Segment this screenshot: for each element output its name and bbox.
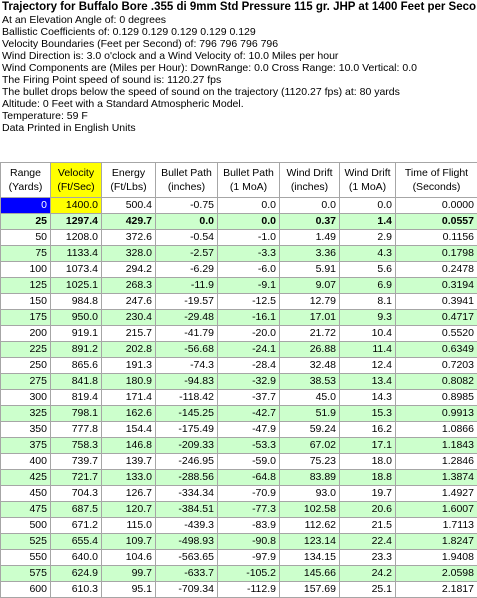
table-cell[interactable]: 0.0: [156, 214, 218, 230]
table-cell[interactable]: 21.72: [280, 326, 340, 342]
info-line: Altitude: 0 Feet with a Standard Atmospheric Model.: [2, 98, 477, 110]
table-cell[interactable]: -334.34: [156, 486, 218, 502]
table-cell[interactable]: 0.8082: [396, 374, 477, 390]
table-cell[interactable]: -6.0: [218, 262, 280, 278]
table-cell[interactable]: -1.0: [218, 230, 280, 246]
table-cell[interactable]: 372.6: [102, 230, 156, 246]
table-cell[interactable]: 12.79: [280, 294, 340, 310]
table-cell[interactable]: 300: [1, 390, 51, 406]
table-cell[interactable]: 102.58: [280, 502, 340, 518]
column-header-title: Bullet Path: [223, 167, 274, 179]
table-cell[interactable]: 600: [1, 582, 51, 598]
table-cell[interactable]: 984.8: [51, 294, 102, 310]
table-cell[interactable]: -16.1: [218, 310, 280, 326]
table-cell[interactable]: -209.33: [156, 438, 218, 454]
table-cell[interactable]: 25: [1, 214, 51, 230]
table-cell[interactable]: 0.0: [280, 198, 340, 214]
table-cell[interactable]: 500.4: [102, 198, 156, 214]
table-cell[interactable]: 1073.4: [51, 262, 102, 278]
column-header-unit: (1 MoA): [230, 181, 267, 193]
table-cell[interactable]: 16.2: [340, 422, 396, 438]
table-cell[interactable]: 1.9408: [396, 550, 477, 566]
table-cell[interactable]: -64.8: [218, 470, 280, 486]
table-cell[interactable]: -94.83: [156, 374, 218, 390]
table-cell[interactable]: 22.4: [340, 534, 396, 550]
table-cell[interactable]: 655.4: [51, 534, 102, 550]
table-cell[interactable]: 325: [1, 406, 51, 422]
table-cell[interactable]: 125: [1, 278, 51, 294]
table-cell[interactable]: 1.3874: [396, 470, 477, 486]
table-row[interactable]: [1, 198, 477, 214]
table-cell[interactable]: 191.3: [102, 358, 156, 374]
table-cell[interactable]: 230.4: [102, 310, 156, 326]
table-row[interactable]: [1, 310, 477, 326]
table-cell[interactable]: 146.8: [102, 438, 156, 454]
column-header-unit: (Ft/Lbs): [110, 181, 146, 193]
table-cell[interactable]: 3.36: [280, 246, 340, 262]
table-row[interactable]: [1, 374, 477, 390]
table-cell[interactable]: 115.0: [102, 518, 156, 534]
table-cell[interactable]: 157.69: [280, 582, 340, 598]
table-cell[interactable]: -32.9: [218, 374, 280, 390]
table-cell[interactable]: -118.42: [156, 390, 218, 406]
table-cell[interactable]: 704.3: [51, 486, 102, 502]
table-cell[interactable]: -633.7: [156, 566, 218, 582]
info-block: [0, 0, 477, 134]
table-cell[interactable]: -3.3: [218, 246, 280, 262]
table-cell[interactable]: 575: [1, 566, 51, 582]
table-cell[interactable]: 202.8: [102, 342, 156, 358]
table-cell[interactable]: 109.7: [102, 534, 156, 550]
info-line: Temperature: 59 F: [2, 110, 477, 122]
table-cell[interactable]: 819.4: [51, 390, 102, 406]
table-cell[interactable]: 0.2478: [396, 262, 477, 278]
table-body: [1, 198, 477, 598]
table-cell[interactable]: 777.8: [51, 422, 102, 438]
table-cell[interactable]: 1.4927: [396, 486, 477, 502]
table-cell[interactable]: 9.3: [340, 310, 396, 326]
table-cell[interactable]: 6.9: [340, 278, 396, 294]
table-cell[interactable]: 24.2: [340, 566, 396, 582]
table-cell[interactable]: 0.4717: [396, 310, 477, 326]
table-cell[interactable]: 0.0: [218, 198, 280, 214]
trajectory-table: [0, 162, 477, 598]
column-header-unit: (inches): [168, 181, 205, 193]
info-line: Wind Components are (Miles per Hour): DownRange: 0.0 Cross Range: 10.0 Vertical: 0.0: [2, 62, 477, 74]
table-cell[interactable]: -24.1: [218, 342, 280, 358]
table-cell[interactable]: 525: [1, 534, 51, 550]
column-header[interactable]: [156, 163, 218, 198]
table-cell[interactable]: 475: [1, 502, 51, 518]
table-cell[interactable]: 0.7203: [396, 358, 477, 374]
table-cell[interactable]: 865.6: [51, 358, 102, 374]
table-cell[interactable]: -246.95: [156, 454, 218, 470]
table-cell[interactable]: 25.1: [340, 582, 396, 598]
column-header-title: Wind Drift: [344, 167, 390, 179]
column-header-title: Velocity: [58, 167, 94, 179]
page-title: Trajectory for Buffalo Bore .355 di 9mm Std Pressure 115 gr. JHP at 1400 Feet per Seco: [2, 0, 477, 14]
table-cell[interactable]: -105.2: [218, 566, 280, 582]
table-cell[interactable]: 268.3: [102, 278, 156, 294]
table-row[interactable]: [1, 566, 477, 582]
table-cell[interactable]: 11.4: [340, 342, 396, 358]
table-cell[interactable]: 18.0: [340, 454, 396, 470]
column-header[interactable]: [340, 163, 396, 198]
column-header-title: Range: [10, 167, 41, 179]
table-cell[interactable]: 1297.4: [51, 214, 102, 230]
table-cell[interactable]: -74.3: [156, 358, 218, 374]
table-cell[interactable]: -563.65: [156, 550, 218, 566]
table-cell[interactable]: 59.24: [280, 422, 340, 438]
table-cell[interactable]: 0.8985: [396, 390, 477, 406]
table-cell[interactable]: 0.0000: [396, 198, 477, 214]
table-cell[interactable]: 375: [1, 438, 51, 454]
column-header-unit: (Seconds): [413, 181, 461, 193]
table-cell[interactable]: 51.9: [280, 406, 340, 422]
table-cell[interactable]: 12.4: [340, 358, 396, 374]
table-cell[interactable]: 17.1: [340, 438, 396, 454]
table-cell[interactable]: 5.6: [340, 262, 396, 278]
table-cell[interactable]: 798.1: [51, 406, 102, 422]
table-cell[interactable]: 154.4: [102, 422, 156, 438]
table-cell[interactable]: 294.2: [102, 262, 156, 278]
table-cell[interactable]: 2.9: [340, 230, 396, 246]
table-cell[interactable]: -37.7: [218, 390, 280, 406]
table-cell[interactable]: 1.6007: [396, 502, 477, 518]
table-row[interactable]: [1, 214, 477, 230]
table-row[interactable]: [1, 246, 477, 262]
table-cell[interactable]: 400: [1, 454, 51, 470]
table-cell[interactable]: 1025.1: [51, 278, 102, 294]
column-header[interactable]: [102, 163, 156, 198]
table-row[interactable]: [1, 454, 477, 470]
column-header-unit: (Yards): [9, 181, 43, 193]
table-cell[interactable]: -53.3: [218, 438, 280, 454]
table-cell[interactable]: 1.1843: [396, 438, 477, 454]
table-cell[interactable]: 350: [1, 422, 51, 438]
table-cell[interactable]: 120.7: [102, 502, 156, 518]
table-cell[interactable]: 75.23: [280, 454, 340, 470]
info-line: At an Elevation Angle of: 0 degrees: [2, 14, 477, 26]
table-cell[interactable]: 145.66: [280, 566, 340, 582]
table-row[interactable]: [1, 294, 477, 310]
table-cell[interactable]: -56.68: [156, 342, 218, 358]
table-cell[interactable]: -384.51: [156, 502, 218, 518]
table-cell[interactable]: 0.0: [340, 198, 396, 214]
table-cell[interactable]: 247.6: [102, 294, 156, 310]
table-cell[interactable]: 610.3: [51, 582, 102, 598]
info-line: Wind Direction is: 3.0 o'clock and a Wind Velocity of: 10.0 Miles per hour: [2, 50, 477, 62]
table-cell[interactable]: -97.9: [218, 550, 280, 566]
table-cell[interactable]: -11.9: [156, 278, 218, 294]
column-header[interactable]: [396, 163, 477, 198]
table-cell[interactable]: 671.2: [51, 518, 102, 534]
table-row[interactable]: [1, 342, 477, 358]
table-cell[interactable]: 2.0598: [396, 566, 477, 582]
table-cell[interactable]: 150: [1, 294, 51, 310]
table-cell[interactable]: 139.7: [102, 454, 156, 470]
table-cell[interactable]: 4.3: [340, 246, 396, 262]
header-row: [1, 163, 477, 198]
table-cell[interactable]: 180.9: [102, 374, 156, 390]
table-cell[interactable]: 50: [1, 230, 51, 246]
table-row[interactable]: [1, 518, 477, 534]
table-cell[interactable]: 67.02: [280, 438, 340, 454]
table-cell[interactable]: 9.07: [280, 278, 340, 294]
table-cell[interactable]: 550: [1, 550, 51, 566]
table-cell[interactable]: 171.4: [102, 390, 156, 406]
table-cell[interactable]: 1400.0: [51, 198, 102, 214]
info-line: Ballistic Coefficients of: 0.129 0.129 0.129 0.129 0.129: [2, 26, 477, 38]
table-row[interactable]: [1, 326, 477, 342]
column-header[interactable]: [280, 163, 340, 198]
column-header-unit: (inches): [291, 181, 328, 193]
table-cell[interactable]: 758.3: [51, 438, 102, 454]
table-cell[interactable]: 0: [1, 198, 51, 214]
table-row[interactable]: [1, 422, 477, 438]
table-cell[interactable]: 0.3941: [396, 294, 477, 310]
table-cell[interactable]: -20.0: [218, 326, 280, 342]
table-cell[interactable]: 425: [1, 470, 51, 486]
table-cell[interactable]: 721.7: [51, 470, 102, 486]
table-row[interactable]: [1, 486, 477, 502]
table-cell[interactable]: 2.1817: [396, 582, 477, 598]
table-cell[interactable]: 225: [1, 342, 51, 358]
table-cell[interactable]: 134.15: [280, 550, 340, 566]
table-cell[interactable]: 0.9913: [396, 406, 477, 422]
table-cell[interactable]: 123.14: [280, 534, 340, 550]
table-cell[interactable]: 18.8: [340, 470, 396, 486]
table-cell[interactable]: 215.7: [102, 326, 156, 342]
table-cell[interactable]: -112.9: [218, 582, 280, 598]
table-cell[interactable]: 0.1798: [396, 246, 477, 262]
table-cell[interactable]: 1.2846: [396, 454, 477, 470]
table-cell[interactable]: 640.0: [51, 550, 102, 566]
table-cell[interactable]: -70.9: [218, 486, 280, 502]
table-cell[interactable]: -439.3: [156, 518, 218, 534]
column-header[interactable]: [51, 163, 102, 198]
column-header-title: Energy: [112, 167, 145, 179]
column-header[interactable]: [1, 163, 51, 198]
table-cell[interactable]: 0.37: [280, 214, 340, 230]
table-cell[interactable]: 891.2: [51, 342, 102, 358]
table-cell[interactable]: -42.7: [218, 406, 280, 422]
table-cell[interactable]: 23.3: [340, 550, 396, 566]
table-cell[interactable]: -41.79: [156, 326, 218, 342]
table-row[interactable]: [1, 406, 477, 422]
table-cell[interactable]: 13.4: [340, 374, 396, 390]
table-cell[interactable]: 104.6: [102, 550, 156, 566]
info-line: The Firing Point speed of sound is: 1120.27 fps: [2, 74, 477, 86]
column-header-title: Time of Flight: [405, 167, 468, 179]
table-cell[interactable]: 21.5: [340, 518, 396, 534]
table-cell[interactable]: 175: [1, 310, 51, 326]
table-cell[interactable]: 0.1156: [396, 230, 477, 246]
table-cell[interactable]: 500: [1, 518, 51, 534]
column-header-unit: (1 MoA): [349, 181, 386, 193]
table-cell[interactable]: -709.34: [156, 582, 218, 598]
table-cell[interactable]: 8.1: [340, 294, 396, 310]
table-cell[interactable]: 0.5520: [396, 326, 477, 342]
table-cell[interactable]: 739.7: [51, 454, 102, 470]
table-row[interactable]: [1, 470, 477, 486]
table-cell[interactable]: -288.56: [156, 470, 218, 486]
column-header-title: Wind Drift: [286, 167, 332, 179]
column-header[interactable]: [218, 163, 280, 198]
table-cell[interactable]: 841.8: [51, 374, 102, 390]
table-row[interactable]: [1, 390, 477, 406]
table-row[interactable]: [1, 262, 477, 278]
table-cell[interactable]: 19.7: [340, 486, 396, 502]
table-cell[interactable]: 75: [1, 246, 51, 262]
column-header-unit: (Ft/Sec): [57, 181, 94, 193]
table-row[interactable]: [1, 230, 477, 246]
table-cell[interactable]: 45.0: [280, 390, 340, 406]
column-header-title: Bullet Path: [161, 167, 212, 179]
table-cell[interactable]: 1133.4: [51, 246, 102, 262]
table-cell[interactable]: -59.0: [218, 454, 280, 470]
table-cell[interactable]: -0.54: [156, 230, 218, 246]
table-cell[interactable]: 450: [1, 486, 51, 502]
table-cell[interactable]: 14.3: [340, 390, 396, 406]
table-row[interactable]: [1, 582, 477, 598]
table-cell[interactable]: 1.4: [340, 214, 396, 230]
table-cell[interactable]: -175.49: [156, 422, 218, 438]
table-cell[interactable]: 1208.0: [51, 230, 102, 246]
info-line: Data Printed in English Units: [2, 122, 477, 134]
table-cell[interactable]: 93.0: [280, 486, 340, 502]
table-cell[interactable]: -47.9: [218, 422, 280, 438]
table-cell[interactable]: 1.49: [280, 230, 340, 246]
table-cell[interactable]: 624.9: [51, 566, 102, 582]
table-cell[interactable]: 99.7: [102, 566, 156, 582]
table-cell[interactable]: 162.6: [102, 406, 156, 422]
table-cell[interactable]: 0.0: [218, 214, 280, 230]
table-cell[interactable]: 950.0: [51, 310, 102, 326]
table-cell[interactable]: 250: [1, 358, 51, 374]
table-cell[interactable]: 32.48: [280, 358, 340, 374]
table-cell[interactable]: 919.1: [51, 326, 102, 342]
table-cell[interactable]: 133.0: [102, 470, 156, 486]
table-cell[interactable]: -498.93: [156, 534, 218, 550]
table-cell[interactable]: 100: [1, 262, 51, 278]
table-row[interactable]: [1, 358, 477, 374]
table-cell[interactable]: 126.7: [102, 486, 156, 502]
table-cell[interactable]: 0.0557: [396, 214, 477, 230]
table-cell[interactable]: -12.5: [218, 294, 280, 310]
table-cell[interactable]: 200: [1, 326, 51, 342]
table-cell[interactable]: 20.6: [340, 502, 396, 518]
table-cell[interactable]: 0.6349: [396, 342, 477, 358]
table-cell[interactable]: 328.0: [102, 246, 156, 262]
table-row[interactable]: [1, 550, 477, 566]
table-cell[interactable]: 95.1: [102, 582, 156, 598]
table-cell[interactable]: -83.9: [218, 518, 280, 534]
table-cell[interactable]: 112.62: [280, 518, 340, 534]
table-cell[interactable]: -6.29: [156, 262, 218, 278]
table-cell[interactable]: -19.57: [156, 294, 218, 310]
table-cell[interactable]: 275: [1, 374, 51, 390]
table-cell[interactable]: -0.75: [156, 198, 218, 214]
table-cell[interactable]: 10.4: [340, 326, 396, 342]
table-cell[interactable]: 26.88: [280, 342, 340, 358]
table-cell[interactable]: 83.89: [280, 470, 340, 486]
info-line: The bullet drops below the speed of sound on the trajectory (1120.27 fps) at: 80 yards: [2, 86, 477, 98]
table-row[interactable]: [1, 278, 477, 294]
table-cell[interactable]: -28.4: [218, 358, 280, 374]
table-cell[interactable]: 0.3194: [396, 278, 477, 294]
table-cell[interactable]: 429.7: [102, 214, 156, 230]
table-cell[interactable]: -77.3: [218, 502, 280, 518]
table-cell[interactable]: -29.48: [156, 310, 218, 326]
table-cell[interactable]: -9.1: [218, 278, 280, 294]
table-cell[interactable]: 15.3: [340, 406, 396, 422]
table-cell[interactable]: -145.25: [156, 406, 218, 422]
table-cell[interactable]: 687.5: [51, 502, 102, 518]
table-row[interactable]: [1, 534, 477, 550]
table-cell[interactable]: 1.7113: [396, 518, 477, 534]
table-cell[interactable]: 38.53: [280, 374, 340, 390]
table-cell[interactable]: 5.91: [280, 262, 340, 278]
table-cell[interactable]: -2.57: [156, 246, 218, 262]
table-row[interactable]: [1, 502, 477, 518]
table-cell[interactable]: -90.8: [218, 534, 280, 550]
table-cell[interactable]: 1.8247: [396, 534, 477, 550]
info-line: Velocity Boundaries (Feet per Second) of: 796 796 796 796: [2, 38, 477, 50]
table-cell[interactable]: 1.0866: [396, 422, 477, 438]
table-row[interactable]: [1, 438, 477, 454]
table-cell[interactable]: 17.01: [280, 310, 340, 326]
